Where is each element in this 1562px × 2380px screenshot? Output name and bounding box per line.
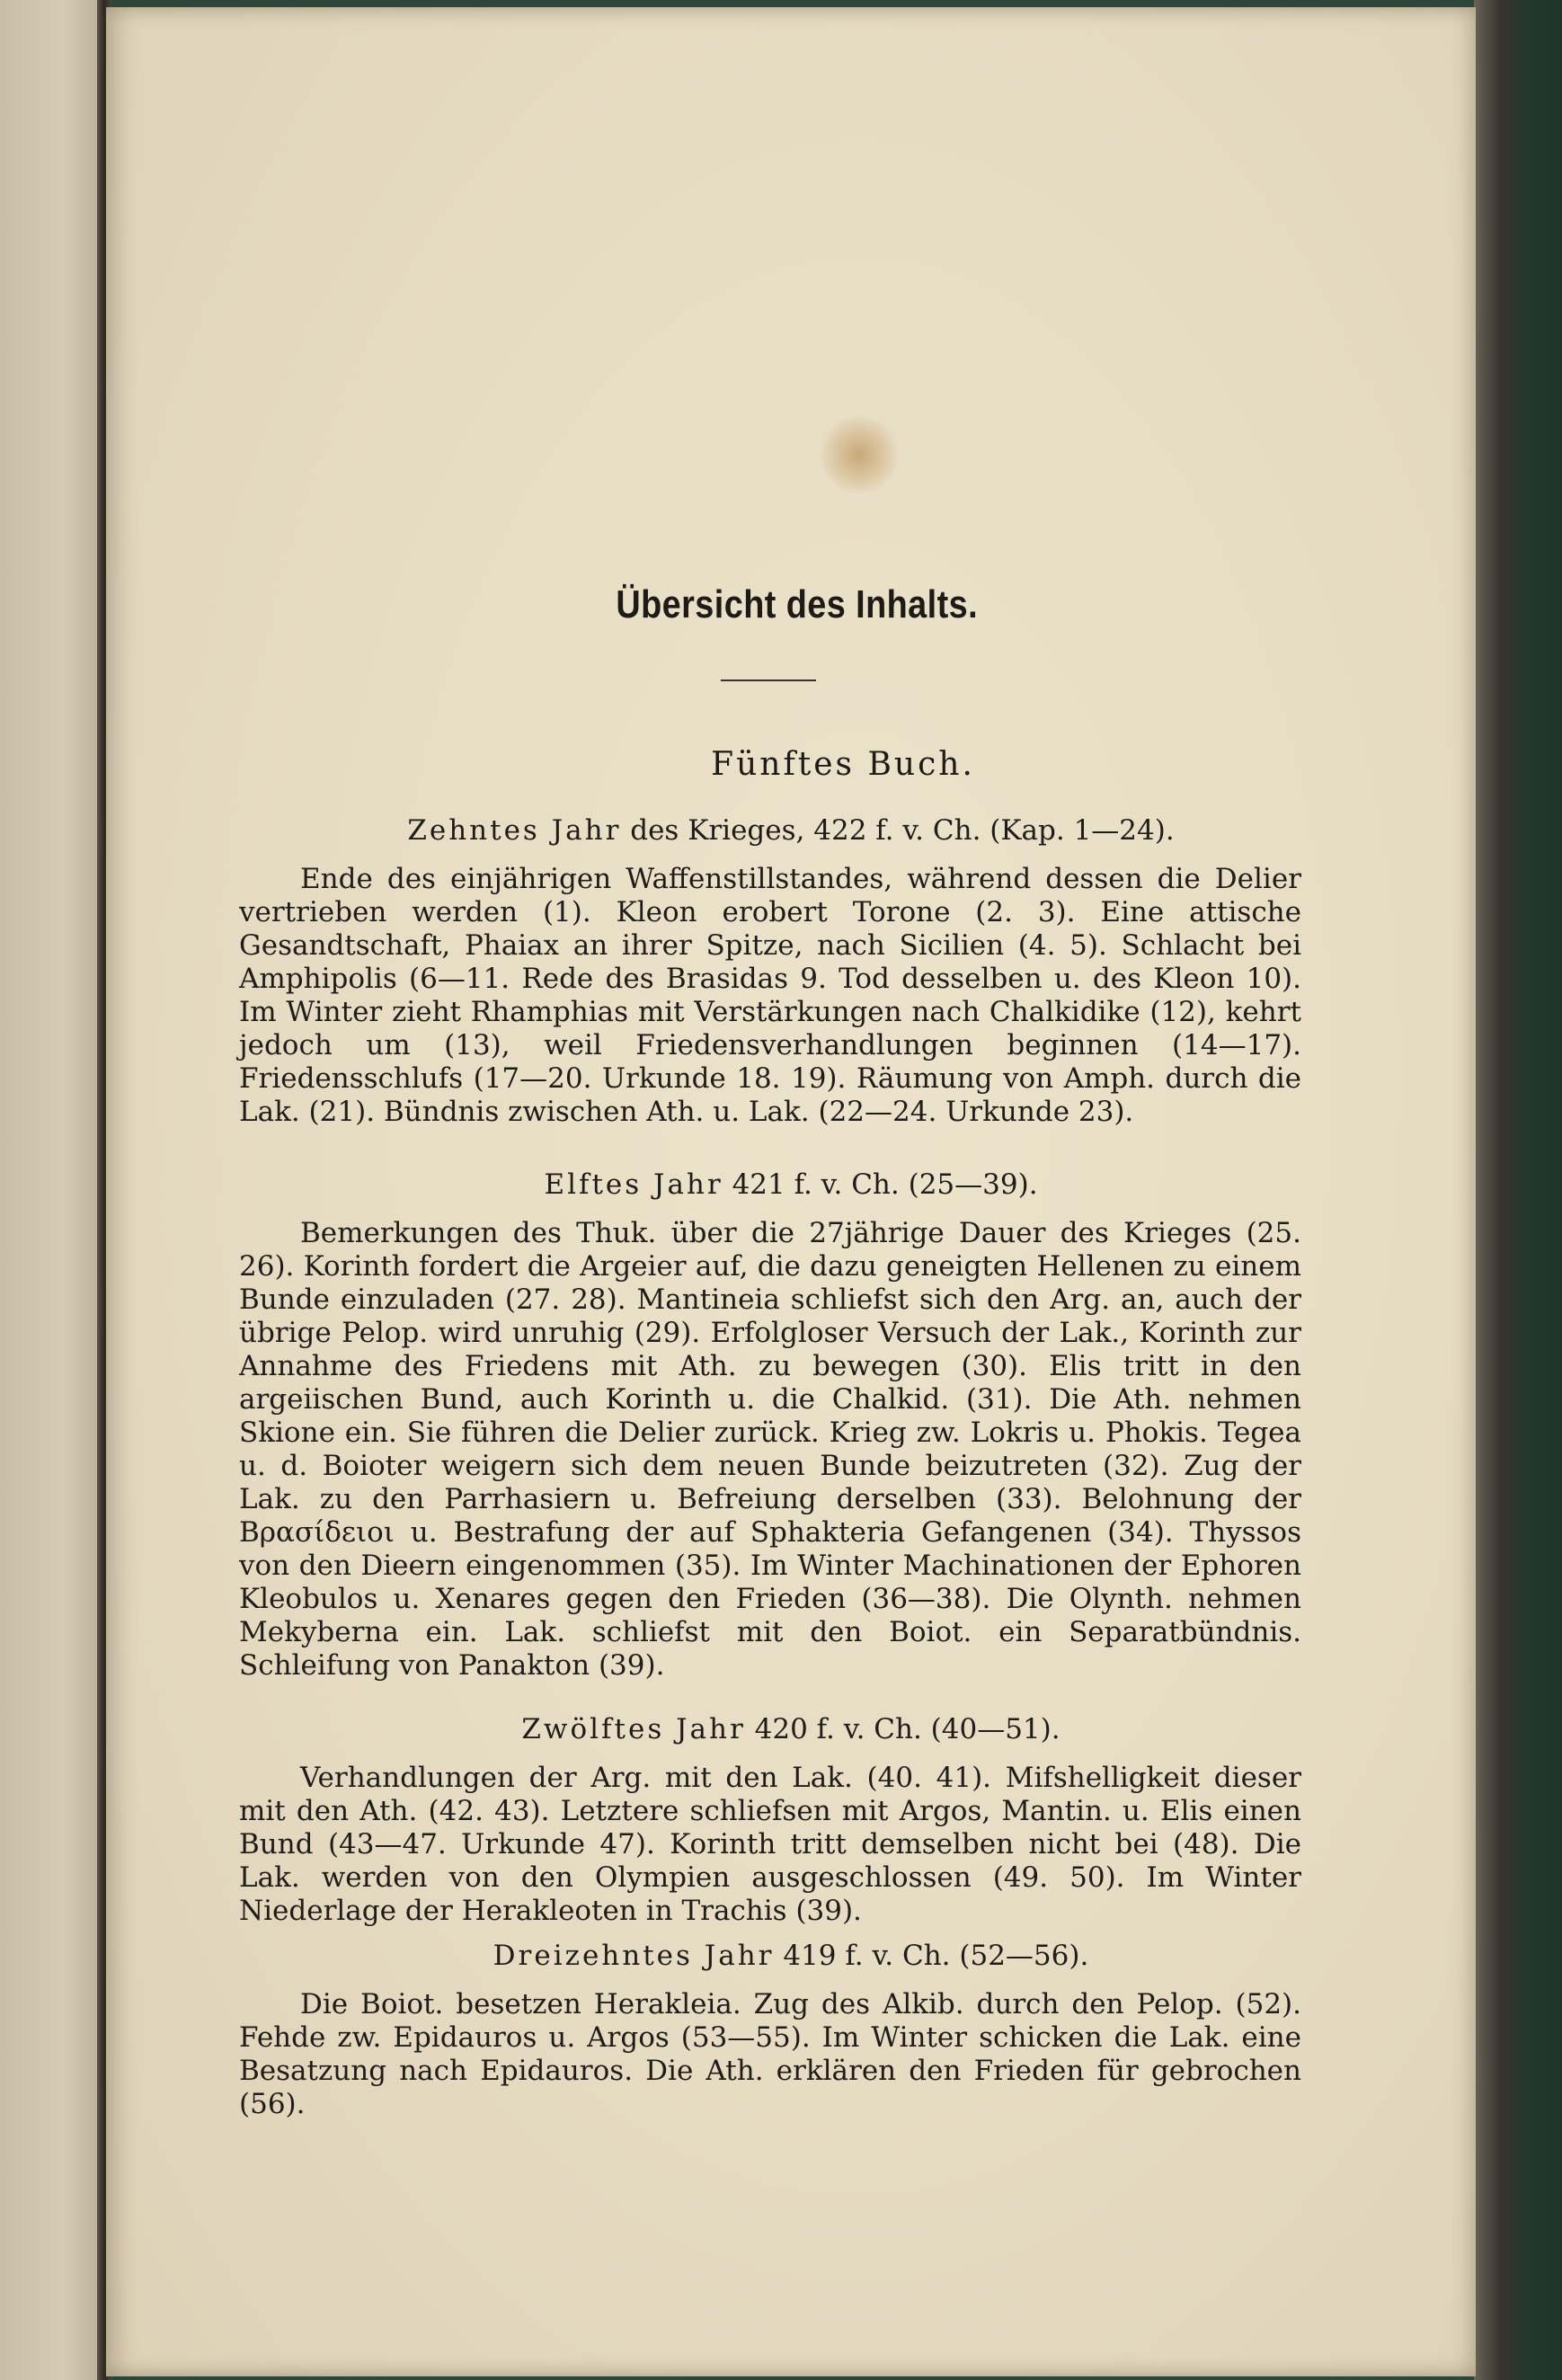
section-heading-year-12: [106, 1713, 1476, 1745]
section-text-year-10: Ende des einjährigen Waffenstillstandes, während dessen die Delier vertrieben werden (1). Kleon erobert Torone (2. 3). Eine attische Gesandtschaft, Phaiax an ihrer Spitze, nach Sicilien (4. 5). Schlacht bei Amphipolis (6—11. Rede des Brasidas 9. Tod desselben u. des Kleon 10). Im Winter zieht Rhamphias mit Verstärkungen nach Chalkidike (12), kehrt jedoch um (13), weil Friedensverhandlungen beginnen (14—17). Friedensschlufs (17—20. Urkunde 18. 19). Räumung von Amph. durch die Lak. (21). Bündnis zwischen Ath. u. Lak. (22—24. Urkunde 23).: [239, 863, 1301, 1128]
title-divider: [721, 679, 816, 681]
section-heading-year-11: [106, 1168, 1476, 1201]
paper-stain: [821, 416, 898, 493]
section-heading-spaced: Elftes Jahr: [544, 1168, 723, 1201]
book-cover-edge: [1474, 0, 1562, 2380]
book-page: [106, 7, 1476, 2376]
section-heading-spaced: Zwölftes Jahr: [521, 1713, 746, 1745]
section-text-year-12: Verhandlungen der Arg. mit den Lak. (40. 41). Mifshelligkeit dieser mit den Ath. (42. 43). Letztere schliefsen mit Argos, Mantin. u. Elis einen Bund (43—47. Urkunde 47). Korinth tritt demselben nicht bei (48). Die Lak. werden von den Olympien ausgeschlossen (49. 50). Im Winter Niederlage der Herakleoten in Trachis (39).: [239, 1762, 1301, 1927]
section-heading-rest: 420 f. v. Ch. (40—51).: [745, 1713, 1061, 1745]
page-title: Übersicht des Inhalts.: [616, 582, 979, 626]
section-text-year-13: Die Boiot. besetzen Herakleia. Zug des Alkib. durch den Pelop. (52). Fehde zw. Epidauros u. Argos (53—55). Im Winter schicken die Lak. eine Besatzung nach Epidauros. Die Ath. erklären den Frieden für gebrochen (56).: [239, 1988, 1301, 2120]
section-heading-year-13: [106, 1940, 1476, 1972]
section-heading-rest: des Krieges, 422 f. v. Ch. (Kap. 1—24).: [621, 814, 1175, 847]
book-heading: Fünftes Buch.: [711, 746, 975, 783]
section-heading-year-10: [106, 814, 1476, 847]
section-heading-rest: 421 f. v. Ch. (25—39).: [723, 1168, 1038, 1201]
section-heading-spaced: Dreizehntes Jahr: [493, 1940, 775, 1972]
left-page-edge: [0, 0, 106, 2380]
section-text-year-11: Bemerkungen des Thuk. über die 27jährige Dauer des Krieges (25. 26). Korinth fordert die Argeier auf, die dazu geneigten Hellenen zu einem Bunde einzuladen (27. 28). Mantineia schliefst sich den Arg. an, auch der übrige Pelop. wird unruhig (29). Erfolgloser Versuch der Lak., Korinth zur Annahme des Friedens mit Ath. zu bewegen (30). Elis tritt in den argeiischen Bund, auch Korinth u. die Chalkid. (31). Die Ath. nehmen Skione ein. Sie führen die Delier zurück. Krieg zw. Lokris u. Phokis. Tegea u. d. Boioter weigern sich dem neuen Bunde beizutreten (32). Zug der Lak. zu den Parrhasiern u. Befreiung derselben (33). Belohnung der Βρασίδειοι u. Bestrafung der auf Sphakteria Gefangenen (34). Thyssos von den Dieern eingenommen (35). Im Winter Machinationen der Ephoren Kleobulos u. Xenares gegen den Frieden (36—38). Die Olynth. nehmen Mekyberna ein. Lak. schliefst mit den Boiot. ein Separatbündnis. Schleifung von Panakton (39).: [239, 1217, 1301, 1682]
section-heading-spaced: Zehntes Jahr: [407, 814, 622, 847]
section-heading-rest: 419 f. v. Ch. (52—56).: [774, 1940, 1089, 1972]
